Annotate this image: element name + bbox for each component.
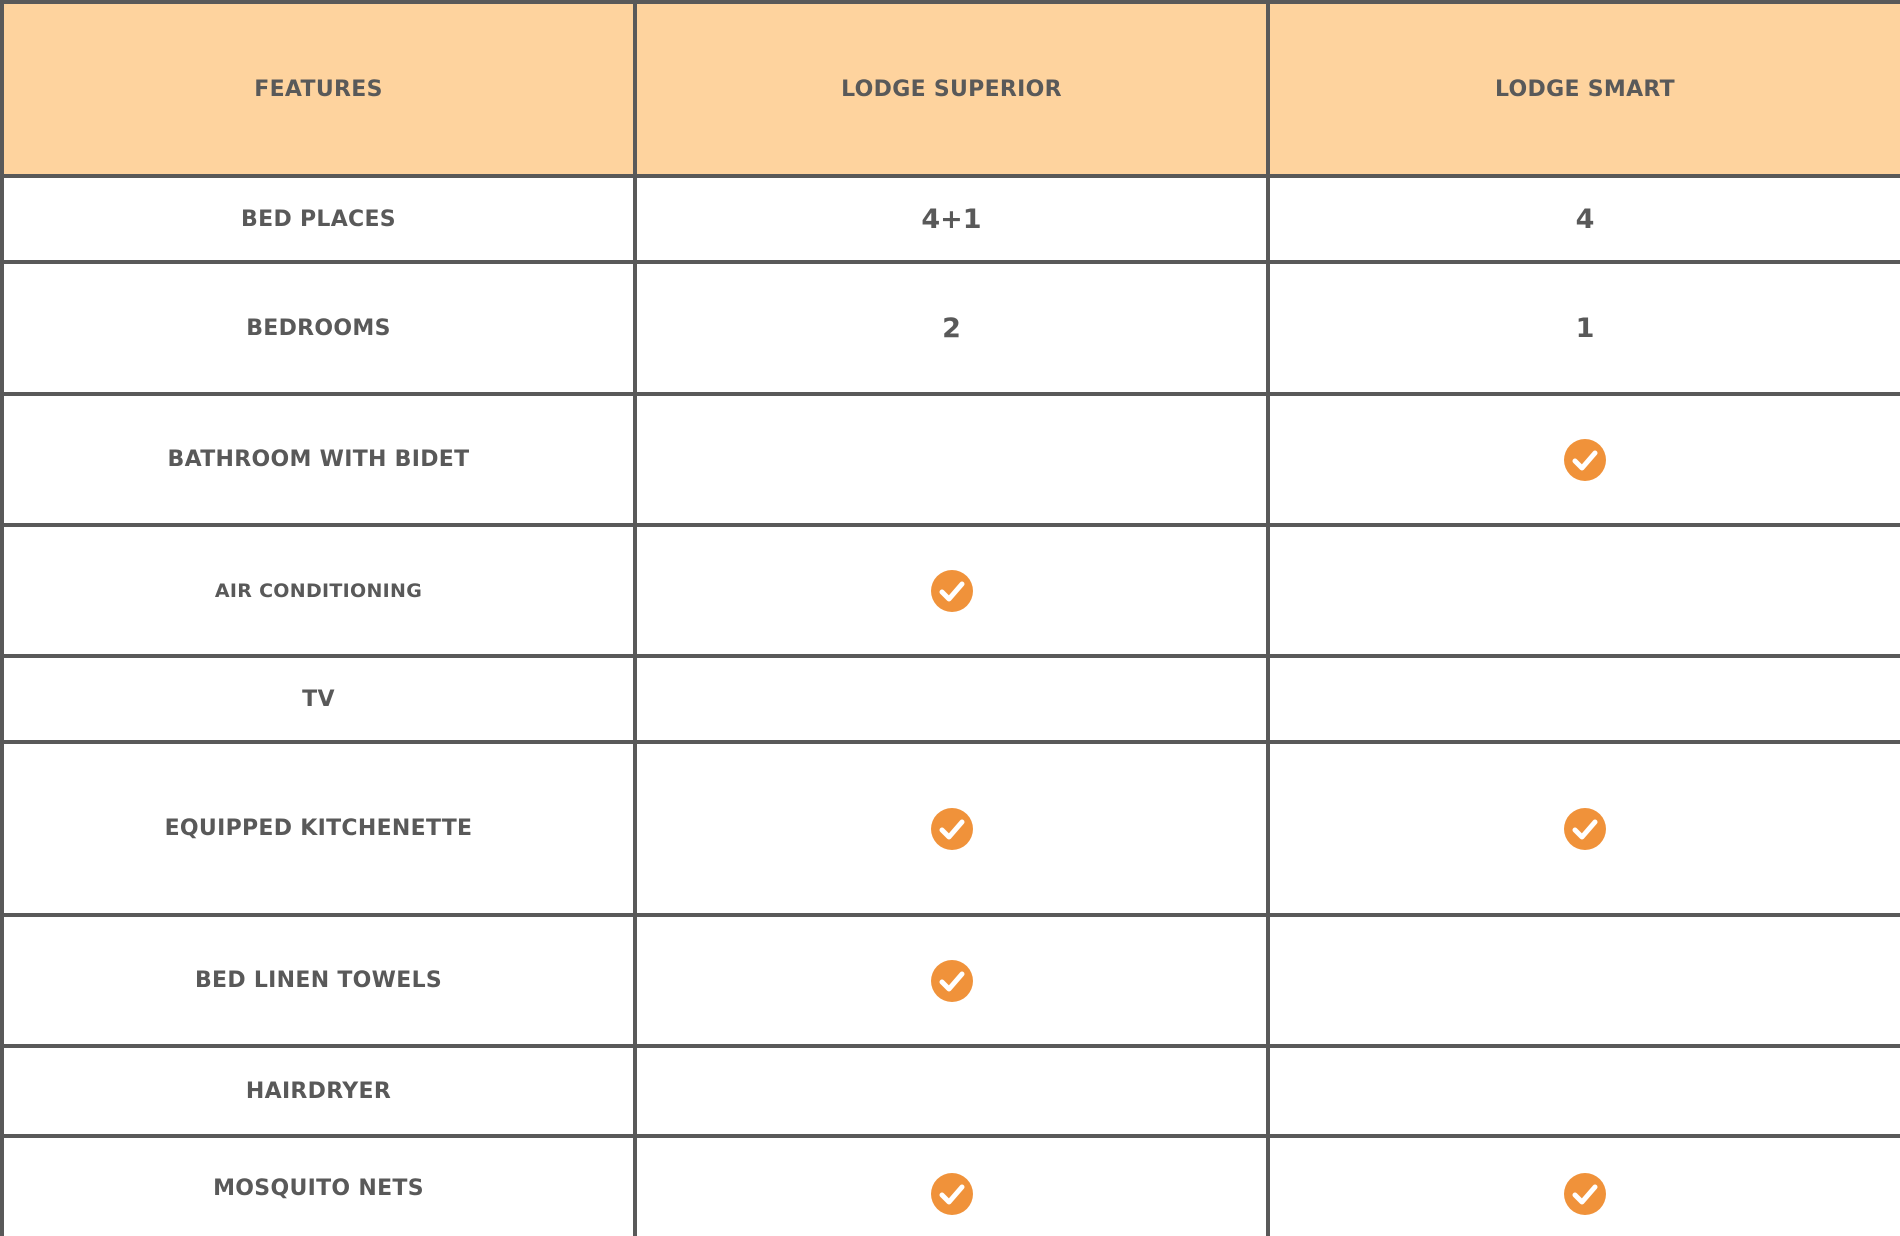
table-row [2,262,1900,394]
feature-equipped-kitchenette: EQUIPPED KITCHENETTE [2,742,635,915]
feature-tv: TV [2,656,635,742]
superior-hairdryer [635,1046,1268,1136]
table-row [2,915,1900,1046]
table-row [2,742,1900,915]
check-circle-icon [1563,438,1607,482]
header-row [2,2,1900,176]
check-circle-icon [930,959,974,1003]
smart-hairdryer [1268,1046,1900,1136]
smart-bedrooms: 1 [1268,262,1900,394]
smart-tv [1268,656,1900,742]
smart-bed-places: 4 [1268,176,1900,262]
feature-air-conditioning: AIR CONDITIONING [2,525,635,656]
feature-bed-places: BED PLACES [2,176,635,262]
check-circle-icon [1563,1172,1607,1216]
feature-bedrooms: BEDROOMS [2,262,635,394]
check-circle-icon [930,807,974,851]
feature-mosquito-nets: MOSQUITO NETS [2,1136,635,1236]
smart-mosquito-nets [1268,1136,1900,1236]
feature-bed-linen-towels: BED LINEN TOWELS [2,915,635,1046]
header-features: FEATURES [2,2,635,176]
check-circle-icon [1563,807,1607,851]
smart-air-conditioning [1268,525,1900,656]
table-row [2,1046,1900,1136]
smart-bed-linen-towels [1268,915,1900,1046]
table-row [2,1136,1900,1236]
superior-mosquito-nets [635,1136,1268,1236]
check-circle-icon [930,1172,974,1216]
table-row [2,394,1900,525]
superior-equipped-kitchenette [635,742,1268,915]
check-circle-icon [930,569,974,613]
superior-bed-places: 4+1 [635,176,1268,262]
header-lodge-superior: LODGE SUPERIOR [635,2,1268,176]
table-row [2,656,1900,742]
smart-bathroom-with-bidet [1268,394,1900,525]
superior-bedrooms: 2 [635,262,1268,394]
superior-tv [635,656,1268,742]
smart-equipped-kitchenette [1268,742,1900,915]
superior-bathroom-with-bidet [635,394,1268,525]
header-lodge-smart: LODGE SMART [1268,2,1900,176]
table-row [2,525,1900,656]
superior-air-conditioning [635,525,1268,656]
table-row [2,176,1900,262]
feature-bathroom-with-bidet: BATHROOM WITH BIDET [2,394,635,525]
feature-hairdryer: HAIRDRYER [2,1046,635,1136]
superior-bed-linen-towels [635,915,1268,1046]
